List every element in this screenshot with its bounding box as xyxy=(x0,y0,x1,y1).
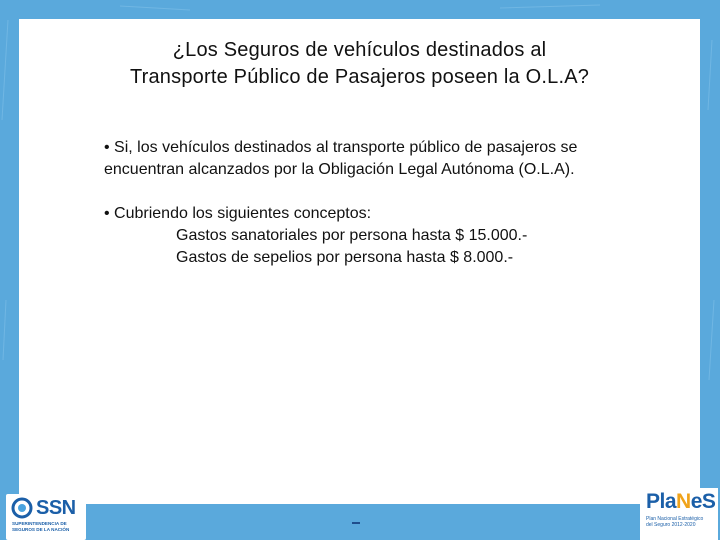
ssn-caption-line: SUPERINTENDENCIA DE xyxy=(12,521,67,526)
footer xyxy=(0,488,720,540)
planes-logo xyxy=(640,488,718,540)
bullet-text: • Si, los vehículos destinados al transporte público de pasajeros se xyxy=(104,139,578,156)
sub-item-text: Gastos de sepelios por persona hasta $ 8.000.- xyxy=(176,249,514,266)
planes-text-accent: N xyxy=(676,490,691,513)
ssn-logo-text: SSN xyxy=(36,497,76,519)
slide-title-line: Transporte Público de Pasajeros poseen la O.L.A? xyxy=(129,66,590,88)
planes-caption-line: Plan Nacional Estratégico xyxy=(646,516,704,522)
ssn-caption-line: SEGUROS DE LA NACIÓN xyxy=(12,526,70,532)
ssn-logo-caption xyxy=(12,521,69,532)
planes-caption-line: del Seguro 2012-2020 xyxy=(646,522,696,528)
bullet-item xyxy=(104,137,694,181)
bullet-text: encuentran alcanzados por la Obligación Legal Autónoma (O.L.A). xyxy=(104,161,575,178)
ssn-logo xyxy=(6,494,86,540)
bullet-list xyxy=(104,137,694,291)
planes-logo-text xyxy=(646,490,715,514)
planes-text-part: e xyxy=(690,490,702,513)
planes-text-part: S xyxy=(701,490,716,513)
bullet-item xyxy=(104,203,694,269)
ssn-emblem-icon xyxy=(8,496,38,522)
planes-logo-caption xyxy=(646,516,703,528)
slide-title xyxy=(19,37,700,91)
slide-title-line: ¿Los Seguros de vehículos destinados al xyxy=(172,39,547,61)
footer-divider-mark xyxy=(352,522,360,524)
bullet-text: • Cubriendo los siguientes conceptos: xyxy=(104,205,372,222)
slide-card xyxy=(19,19,700,504)
sub-item-text: Gastos sanatoriales por persona hasta $ 15.000.- xyxy=(176,227,528,244)
planes-text-part: Pla xyxy=(646,490,677,513)
